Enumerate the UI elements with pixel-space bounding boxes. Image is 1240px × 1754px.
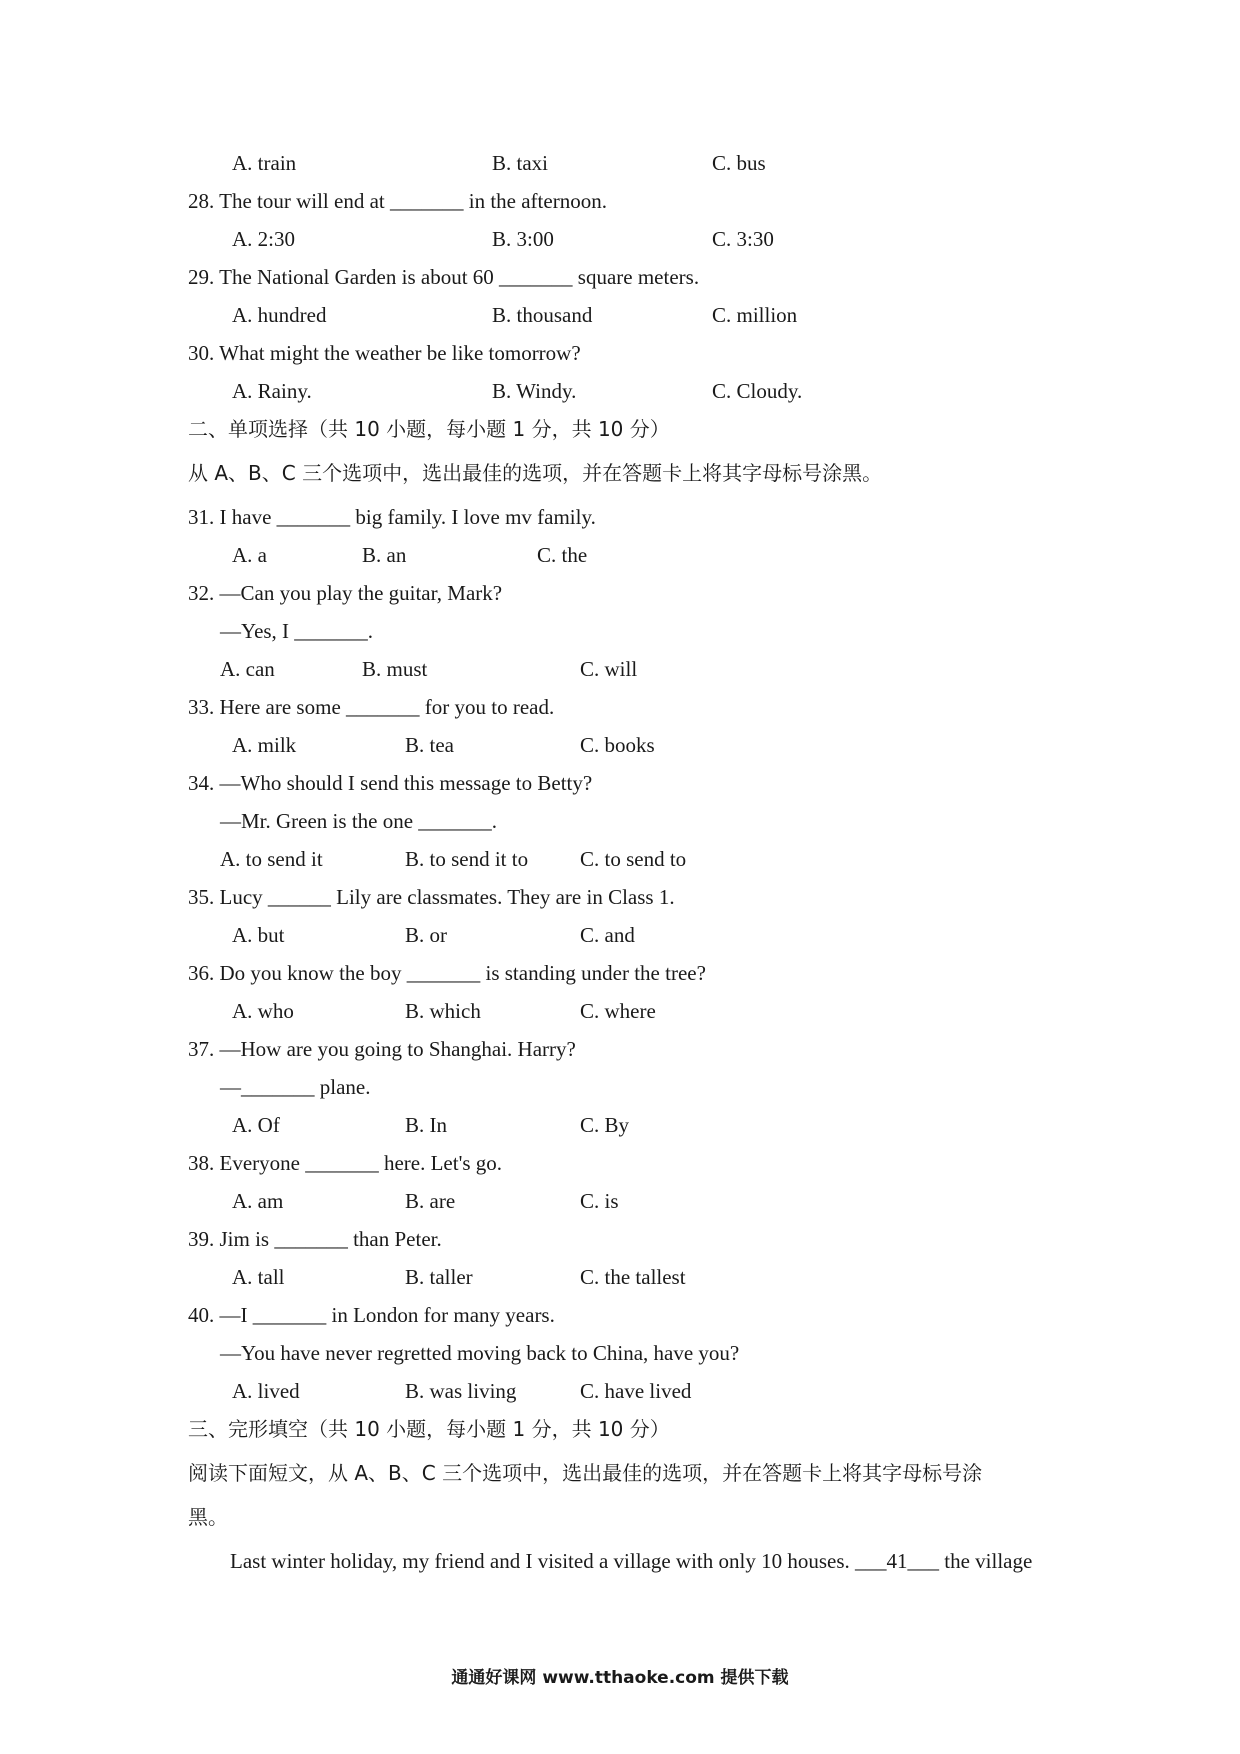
q40-option-c: C. have lived <box>580 1379 692 1403</box>
q31-option-a: A. a <box>232 543 267 567</box>
q29-stem: 29. The National Garden is about 60 _______ square meters. <box>188 265 700 289</box>
q27-option-b: B. taxi <box>492 151 548 175</box>
q35-option-b: B. or <box>405 923 447 947</box>
section3-heading: 三、完形填空（共 10 小题，每小题 1 分，共 10 分） <box>188 1417 670 1441</box>
q39-option-a: A. tall <box>232 1265 285 1289</box>
q37-option-c: C. By <box>580 1113 630 1137</box>
q30-stem: 30. What might the weather be like tomorrow? <box>188 341 581 365</box>
q38-option-c: C. is <box>580 1189 619 1213</box>
q36-option-a: A. who <box>232 999 294 1023</box>
q38-option-b: B. are <box>405 1189 456 1213</box>
q30-option-a: A. Rainy. <box>232 379 312 403</box>
q37-stem: 37. —How are you going to Shanghai. Harry? <box>188 1037 576 1061</box>
q38-option-a: A. am <box>232 1189 284 1213</box>
q28-option-b: B. 3:00 <box>492 227 554 251</box>
q34-stem: 34. —Who should I send this message to Betty? <box>188 771 593 795</box>
q33-stem: 33. Here are some _______ for you to read. <box>188 695 555 719</box>
q27-option-a: A. train <box>232 151 297 175</box>
q32-option-c: C. will <box>580 657 638 681</box>
q40-stem: 40. —I _______ in London for many years. <box>188 1303 555 1327</box>
q30-option-c: C. Cloudy. <box>712 379 803 403</box>
q33-option-c: C. books <box>580 733 655 757</box>
q37-option-a: A. Of <box>232 1113 280 1137</box>
q28-option-a: A. 2:30 <box>232 227 295 251</box>
q35-option-c: C. and <box>580 923 635 947</box>
q32-option-b: B. must <box>362 657 428 681</box>
q40-reply: —You have never regretted moving back to China, have you? <box>220 1341 740 1365</box>
q39-option-c: C. the tallest <box>580 1265 686 1289</box>
q29-option-a: A. hundred <box>232 303 327 327</box>
section3-instruction-line1: 阅读下面短文，从 A、B、C 三个选项中，选出最佳的选项，并在答题卡上将其字母标号涂 <box>188 1461 983 1485</box>
section2-instruction: 从 A、B、C 三个选项中，选出最佳的选项，并在答题卡上将其字母标号涂黑。 <box>188 461 883 485</box>
passage-first-line: Last winter holiday, my friend and I visited a village with only 10 houses. ___41___ the village <box>230 1549 1033 1573</box>
q32-stem: 32. —Can you play the guitar, Mark? <box>188 581 503 605</box>
q32-reply: —Yes, I _______. <box>220 619 374 643</box>
q31-option-c: C. the <box>537 543 588 567</box>
q34-option-a: A. to send it <box>220 847 323 871</box>
q29-option-b: B. thousand <box>492 303 593 327</box>
q37-reply: —_______ plane. <box>220 1075 371 1099</box>
q32-option-a: A. can <box>220 657 275 681</box>
q35-option-a: A. but <box>232 923 285 947</box>
page-footer: 通通好课网 www.tthaoke.com 提供下载 <box>451 1668 789 1688</box>
q31-option-b: B. an <box>362 543 407 567</box>
q40-option-b: B. was living <box>405 1379 517 1403</box>
q29-option-c: C. million <box>712 303 798 327</box>
q39-stem: 39. Jim is _______ than Peter. <box>188 1227 442 1251</box>
q36-option-c: C. where <box>580 999 656 1023</box>
section3-instruction-line2: 黑。 <box>188 1505 228 1529</box>
q28-stem: 28. The tour will end at _______ in the afternoon. <box>188 189 607 213</box>
q35-stem: 35. Lucy ______ Lily are classmates. They are in Class 1. <box>188 885 675 909</box>
q36-stem: 36. Do you know the boy _______ is standing under the tree? <box>188 961 706 985</box>
q33-option-a: A. milk <box>232 733 297 757</box>
section2-heading: 二、单项选择（共 10 小题，每小题 1 分，共 10 分） <box>188 417 670 441</box>
q39-option-b: B. taller <box>405 1265 473 1289</box>
q33-option-b: B. tea <box>405 733 454 757</box>
q36-option-b: B. which <box>405 999 481 1023</box>
q30-option-b: B. Windy. <box>492 379 577 403</box>
q34-option-b: B. to send it to <box>405 847 529 871</box>
q37-option-b: B. In <box>405 1113 447 1137</box>
q31-stem: 31. I have _______ big family. I love mv family. <box>188 505 596 529</box>
q28-option-c: C. 3:30 <box>712 227 774 251</box>
q34-option-c: C. to send to <box>580 847 687 871</box>
q38-stem: 38. Everyone _______ here. Let's go. <box>188 1151 503 1175</box>
q34-reply: —Mr. Green is the one _______. <box>220 809 498 833</box>
q27-option-c: C. bus <box>712 151 766 175</box>
q40-option-a: A. lived <box>232 1379 300 1403</box>
